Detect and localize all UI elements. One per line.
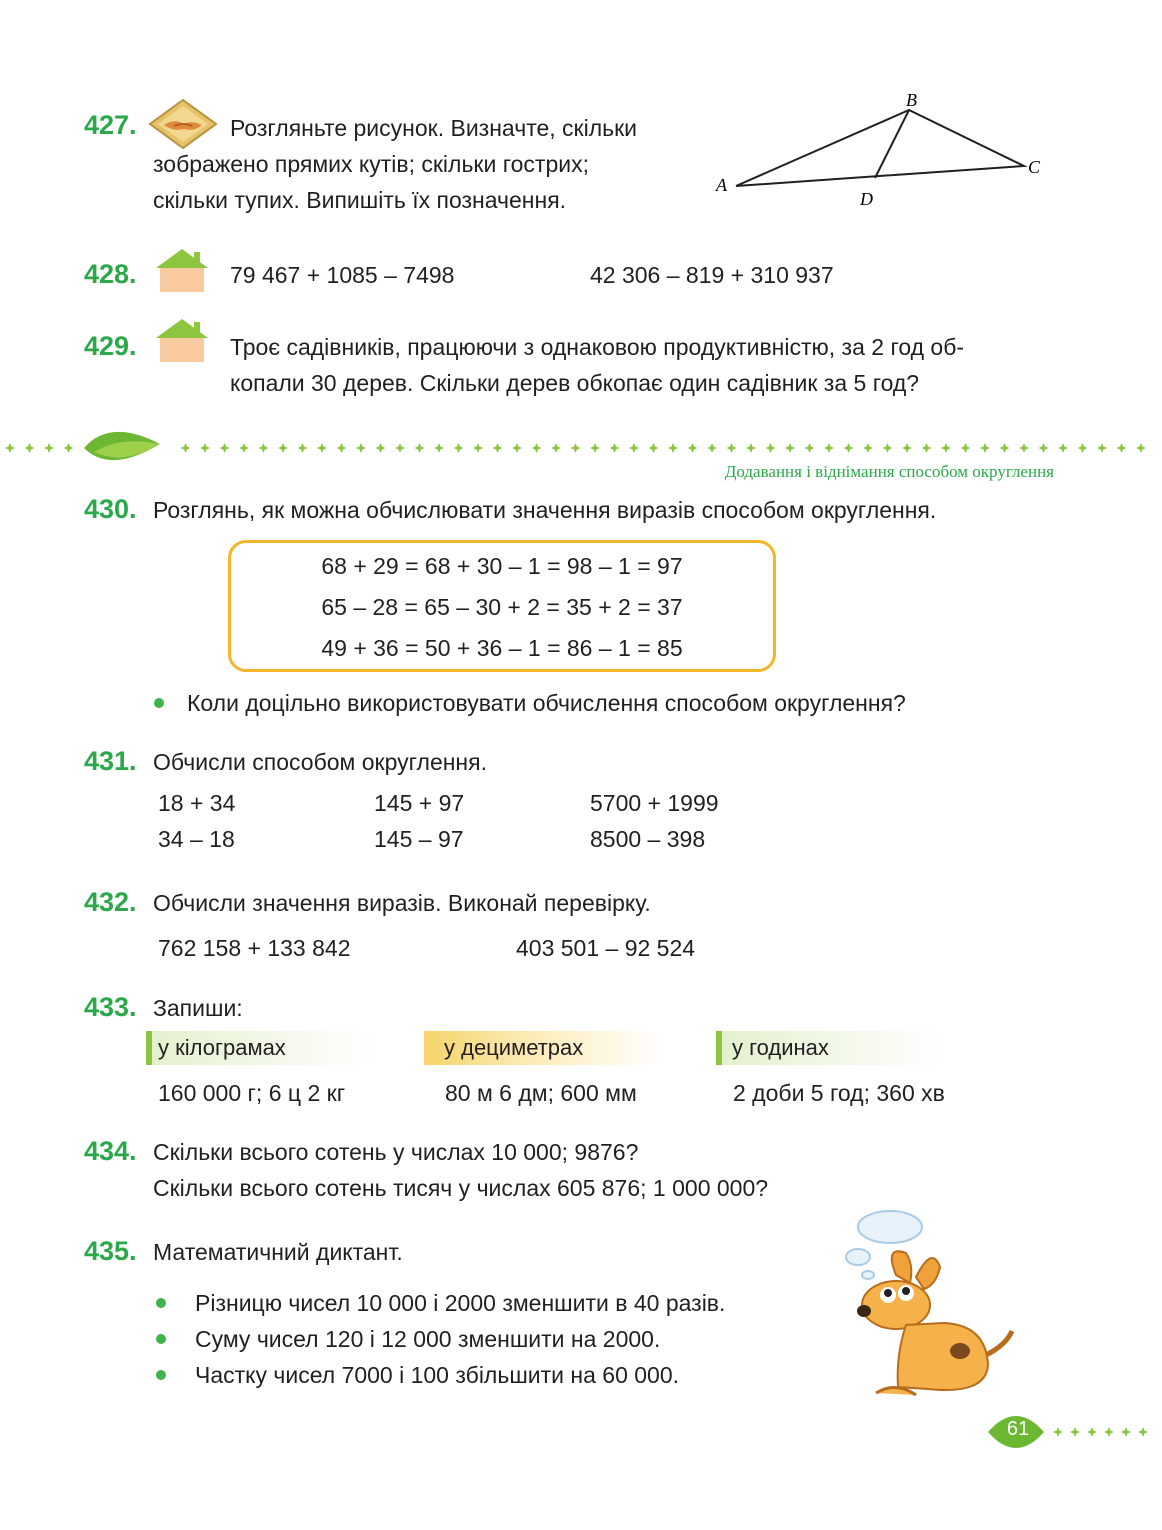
star-ornament-icon xyxy=(454,443,464,453)
example-2: 65 – 28 = 65 – 30 + 2 = 35 + 2 = 37 xyxy=(321,594,683,620)
star-ornament-icon xyxy=(278,443,288,453)
task-431-r1c2: 145 + 97 xyxy=(374,790,465,816)
task-number-428: 428. xyxy=(84,259,137,289)
task-number-427: 427. xyxy=(84,110,137,140)
star-ornament-icon xyxy=(824,443,834,453)
star-ornament-icon xyxy=(844,443,854,453)
task-number-434: 434. xyxy=(84,1136,137,1166)
bullet-icon xyxy=(156,1370,166,1380)
task-429-line-1: Троє садівників, працюючи з однаковою продуктивністю, за 2 год об- xyxy=(230,334,965,360)
star-ornament-icon xyxy=(512,443,522,453)
task-430-question: Коли доцільно використовувати обчислення способом округлення? xyxy=(187,690,906,716)
star-ornament-icon xyxy=(1104,1427,1114,1437)
house-icon xyxy=(154,316,212,364)
task-435-text: Математичний диктант. xyxy=(153,1239,403,1265)
task-number-431: 431. xyxy=(84,746,137,776)
star-ornament-icon xyxy=(5,443,15,453)
star-ornament-icon xyxy=(902,443,912,453)
label-decimeters: у дециметрах xyxy=(424,1031,660,1065)
star-ornament-icon xyxy=(395,443,405,453)
bullet-icon xyxy=(154,698,164,708)
task-434-line-1: Скільки всього сотень у числах 10 000; 9876? xyxy=(153,1139,639,1165)
example-3: 49 + 36 = 50 + 36 – 1 = 86 – 1 = 85 xyxy=(321,635,683,661)
star-ornament-icon xyxy=(590,443,600,453)
point-c-label: C xyxy=(1028,157,1041,177)
star-ornament-icon xyxy=(1000,443,1010,453)
section-divider xyxy=(0,436,1162,460)
star-ornament-icon xyxy=(1136,443,1146,453)
task-433-value-1: 160 000 г; 6 ц 2 кг xyxy=(158,1080,346,1106)
bullet-icon xyxy=(156,1334,166,1344)
star-ornament-icon xyxy=(649,443,659,453)
dictation-item-3: Частку чисел 7000 і 100 збільшити на 60 000. xyxy=(195,1362,680,1388)
task-432-expr-2: 403 501 – 92 524 xyxy=(516,935,696,961)
star-ornament-icon xyxy=(746,443,756,453)
point-b-label: B xyxy=(906,90,917,110)
leaf-ornament-icon xyxy=(80,418,164,478)
star-ornament-icon xyxy=(434,443,444,453)
label-hours: у годинах xyxy=(716,1031,946,1065)
star-ornament-icon xyxy=(376,443,386,453)
section-title: Додавання і віднімання способом округлення xyxy=(724,462,1054,481)
task-429-line-2: копали 30 дерев. Скільки дерев обкопає один садівник за 5 год? xyxy=(230,370,920,396)
star-ornament-icon xyxy=(1053,1427,1063,1437)
handshake-icon xyxy=(148,98,218,150)
star-ornament-icon xyxy=(668,443,678,453)
star-ornament-icon xyxy=(259,443,269,453)
task-number-429: 429. xyxy=(84,331,137,361)
star-ornament-icon xyxy=(1019,443,1029,453)
thinking-dog-illustration xyxy=(836,1205,1026,1405)
star-ornament-icon xyxy=(1087,1427,1097,1437)
task-number-435: 435. xyxy=(84,1236,137,1266)
star-ornament-icon xyxy=(1070,1427,1080,1437)
star-ornament-icon xyxy=(298,443,308,453)
star-ornament-icon xyxy=(1058,443,1068,453)
task-431-r1c3: 5700 + 1999 xyxy=(590,790,719,816)
star-ornament-icon xyxy=(1121,1427,1131,1437)
star-ornament-icon xyxy=(1138,1427,1148,1437)
task-431-r2c1: 34 – 18 xyxy=(158,826,235,852)
task-number-432: 432. xyxy=(84,887,137,917)
task-427-line-3: скільки тупих. Випишіть їх позначення. xyxy=(153,187,567,213)
task-428-expr-2: 42 306 – 819 + 310 937 xyxy=(590,262,834,288)
task-432-text: Обчисли значення виразів. Виконай перевірку. xyxy=(153,890,651,916)
task-434-line-2: Скільки всього сотень тисяч у числах 605 876; 1 000 000? xyxy=(153,1175,769,1201)
star-ornament-icon xyxy=(610,443,620,453)
star-ornament-icon xyxy=(961,443,971,453)
star-ornament-icon xyxy=(64,443,74,453)
task-432-expr-1: 762 158 + 133 842 xyxy=(158,935,351,961)
star-ornament-icon xyxy=(863,443,873,453)
dictation-item-2: Суму чисел 120 і 12 000 зменшити на 2000. xyxy=(195,1326,661,1352)
star-ornament-icon xyxy=(1117,443,1127,453)
star-ornament-icon xyxy=(688,443,698,453)
star-ornament-icon xyxy=(805,443,815,453)
triangle-figure xyxy=(712,88,1052,212)
star-ornament-icon xyxy=(337,443,347,453)
star-ornament-icon xyxy=(1078,443,1088,453)
star-ornament-icon xyxy=(532,443,542,453)
star-ornament-icon xyxy=(1097,443,1107,453)
task-430-text: Розглянь, як можна обчислювати значення виразів способом округлення. xyxy=(153,497,937,523)
star-ornament-icon xyxy=(727,443,737,453)
task-427-line-1: Розгляньте рисунок. Визначте, скільки xyxy=(230,115,638,141)
star-ornament-icon xyxy=(239,443,249,453)
star-ornament-icon xyxy=(785,443,795,453)
bullet-icon xyxy=(156,1298,166,1308)
star-ornament-icon xyxy=(980,443,990,453)
dictation-item-1: Різницю чисел 10 000 і 2000 зменшити в 40 разів. xyxy=(195,1290,726,1316)
example-1: 68 + 29 = 68 + 30 – 1 = 98 – 1 = 97 xyxy=(321,553,683,579)
star-ornament-icon xyxy=(922,443,932,453)
task-433-text: Запиши: xyxy=(153,995,243,1021)
star-ornament-icon xyxy=(181,443,191,453)
star-ornament-icon xyxy=(629,443,639,453)
task-431-r2c3: 8500 – 398 xyxy=(590,826,706,852)
task-431-r2c2: 145 – 97 xyxy=(374,826,464,852)
star-ornament-icon xyxy=(220,443,230,453)
label-kilograms: у кілограмах xyxy=(146,1031,376,1065)
task-number-430: 430. xyxy=(84,494,137,524)
star-ornament-icon xyxy=(571,443,581,453)
task-number-433: 433. xyxy=(84,992,137,1022)
star-ornament-icon xyxy=(551,443,561,453)
star-ornament-icon xyxy=(941,443,951,453)
star-ornament-icon xyxy=(493,443,503,453)
star-ornament-icon xyxy=(1039,443,1049,453)
star-ornament-icon xyxy=(356,443,366,453)
task-431-text: Обчисли способом округлення. xyxy=(153,749,487,775)
house-icon xyxy=(154,246,212,294)
star-ornament-icon xyxy=(44,443,54,453)
point-a-label: A xyxy=(716,175,727,195)
task-431-r1c1: 18 + 34 xyxy=(158,790,236,816)
point-d-label: D xyxy=(860,189,873,209)
star-ornament-icon xyxy=(25,443,35,453)
page-number: 61 xyxy=(1006,1418,1030,1440)
star-ornament-icon xyxy=(415,443,425,453)
star-ornament-icon xyxy=(766,443,776,453)
star-ornament-icon xyxy=(883,443,893,453)
task-433-value-2: 80 м 6 дм; 600 мм xyxy=(445,1080,637,1106)
task-427-line-2: зображено прямих кутів; скільки гострих; xyxy=(153,151,589,177)
star-ornament-icon xyxy=(200,443,210,453)
task-428-expr-1: 79 467 + 1085 – 7498 xyxy=(230,262,455,288)
star-ornament-icon xyxy=(707,443,717,453)
star-ornament-icon xyxy=(473,443,483,453)
star-ornament-icon xyxy=(317,443,327,453)
task-433-value-3: 2 доби 5 год; 360 хв xyxy=(733,1080,945,1106)
